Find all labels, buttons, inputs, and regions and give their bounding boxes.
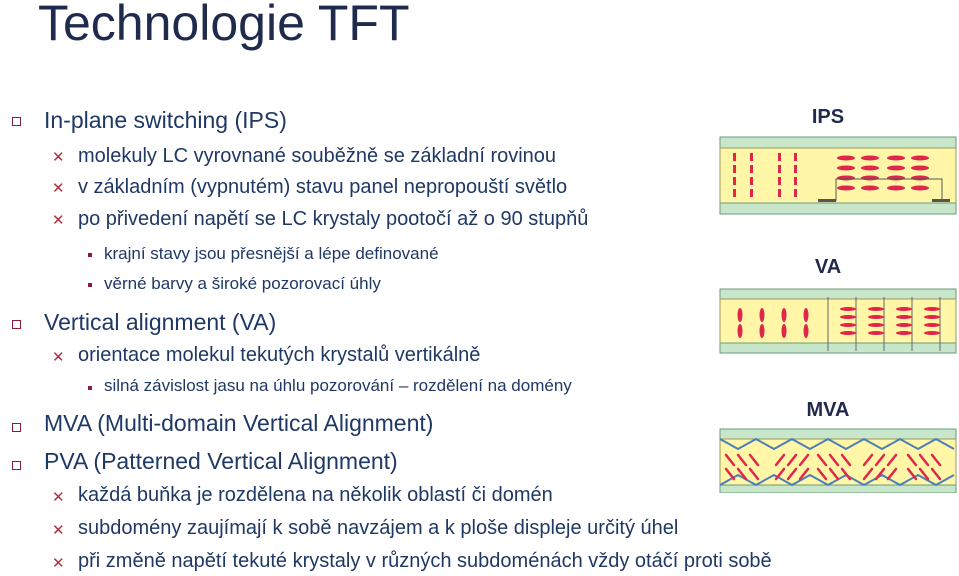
square-bullet-icon (12, 320, 21, 329)
x-bullet-icon: ✕ (52, 179, 65, 197)
ips-diagram-label: IPS (811, 106, 845, 128)
bullet-ips-voltage: po přivedení napětí se LC krystaly pootočí až o 90 stupňů (78, 208, 589, 230)
bullet-ips-molecules: molekuly LC vyrovnané souběžně se základní rovinou (78, 145, 557, 167)
small-square-bullet-icon (88, 386, 92, 390)
mva-diagram-label: MVA (806, 399, 850, 421)
bullet-pva-rotation: při změně napětí tekuté krystaly v různých subdoménách vždy otáčí proti sobě (78, 550, 772, 572)
bullet-ips-extremes: krajní stavy jsou přesnější a lépe definované (104, 244, 439, 263)
x-bullet-icon: ✕ (52, 488, 65, 506)
bullet-ips-off-state: v základním (vypnutém) stavu panel nepropouští světlo (78, 176, 568, 198)
mva-cell-diagram (720, 429, 956, 493)
bullet-ips-colors: věrné barvy a široké pozorovací úhly (104, 274, 381, 293)
bullet-va: Vertical alignment (VA) (44, 309, 277, 335)
bullet-mva: MVA (Multi-domain Vertical Alignment) (44, 410, 434, 436)
x-bullet-icon: ✕ (52, 348, 65, 366)
square-bullet-icon (12, 423, 21, 432)
va-cell-diagram (720, 289, 956, 353)
small-square-bullet-icon (88, 253, 92, 257)
x-bullet-icon: ✕ (52, 148, 65, 166)
bullet-va-angle: silná závislost jasu na úhlu pozorování – rozdělení na domény (104, 376, 572, 395)
bullet-pva: PVA (Patterned Vertical Alignment) (44, 448, 398, 474)
lc-cell-diagrams (718, 93, 958, 493)
x-bullet-icon: ✕ (52, 554, 65, 572)
square-bullet-icon (12, 461, 21, 470)
bullet-pva-cells: každá buňka je rozdělena na několik oblastí či domén (78, 484, 553, 506)
ips-cell-diagram (720, 137, 956, 214)
square-bullet-icon (12, 117, 21, 126)
bullet-pva-subdomains: subdomény zaujímají k sobě navzájem a k ploše displeje určitý úhel (78, 517, 679, 539)
slide-title: Technologie TFT (38, 0, 410, 51)
x-bullet-icon: ✕ (52, 521, 65, 539)
x-bullet-icon: ✕ (52, 211, 65, 229)
va-diagram-label: VA (814, 256, 842, 278)
bullet-va-orientation: orientace molekul tekutých krystalů vertikálně (78, 344, 481, 366)
small-square-bullet-icon (88, 283, 92, 287)
bullet-ips: In-plane switching (IPS) (44, 107, 287, 133)
